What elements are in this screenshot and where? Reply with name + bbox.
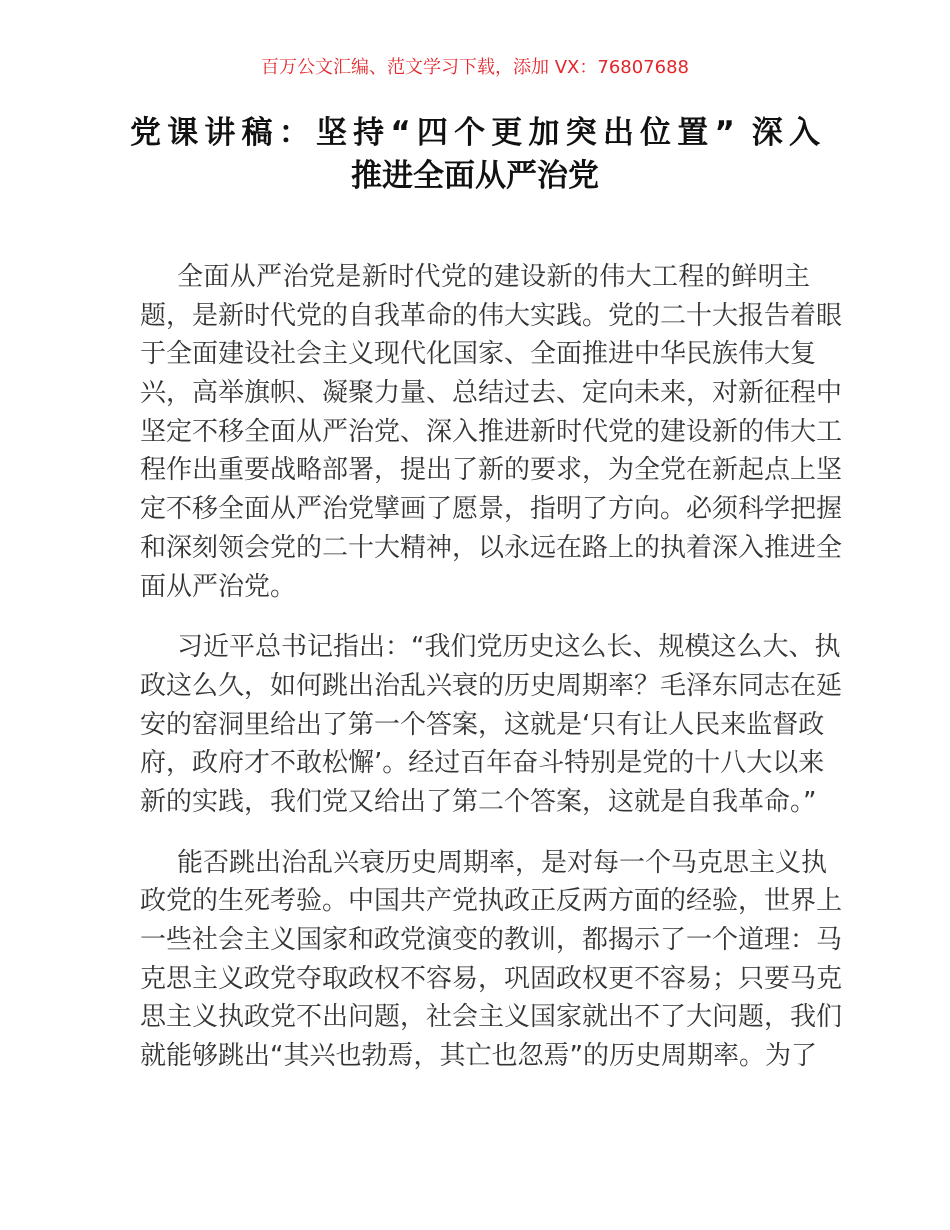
document-title <box>130 112 820 198</box>
paragraph-line: 程作出重要战略部署，提出了新的要求，为全党在新起点上坚 <box>140 455 843 486</box>
title-line-2: 推进全面从严治党 <box>351 158 599 194</box>
paragraph <box>140 258 843 606</box>
paragraph-line: 题，是新时代党的自我革命的伟大实践。党的二十大报告着眼 <box>140 300 843 331</box>
paragraph-line: 就能够跳出“其兴也勃焉，其亡也忽焉”的历史周期率。为了 <box>140 1041 817 1072</box>
paragraph-line: 习近平总书记指出：“我们党历史这么长、规模这么大、执 <box>177 632 841 663</box>
paragraph-line: 面从严治党。 <box>140 571 297 602</box>
paragraph-line: 克思主义政党夺取政权不容易，巩固政权更不容易；只要马克 <box>140 963 843 994</box>
paragraph-line: 于全面建设社会主义现代化国家、全面推进中华民族伟大复 <box>140 339 817 370</box>
paragraph-line: 全面从严治党是新时代党的建设新的伟大工程的鲜明主 <box>177 262 810 292</box>
paragraph-line: 政这么久，如何跳出治乱兴衰的历史周期率？毛泽东同志在延 <box>140 670 843 701</box>
document-body <box>140 258 843 1098</box>
paragraph-line: 府，政府才不敢松懈’。经过百年奋斗特别是党的十八大以来 <box>140 748 825 779</box>
paragraph-line: 安的窑洞里给出了第一个答案，这就是‘只有让人民来监督政 <box>140 709 825 740</box>
paragraph-line: 和深刻领会党的二十大精神，以永远在路上的执着深入推进全 <box>140 532 843 563</box>
paragraph-line: 思主义执政党不出问题，社会主义国家就出不了大问题，我们 <box>140 1002 843 1033</box>
paragraph-line: 一些社会主义国家和政党演变的教训，都揭示了一个道理：马 <box>140 925 843 955</box>
paragraph <box>140 628 843 821</box>
watermark-header: 百万公文汇编、范文学习下载，添加 VX：76807688 <box>261 57 689 78</box>
title-line-1: 党课讲稿：坚持“四个更加突出位置” 深入 <box>130 115 820 151</box>
paragraph-line: 政党的生死考验。中国共产党执政正反两方面的经验，世界上 <box>140 886 843 917</box>
paragraph-line: 坚定不移全面从严治党、深入推进新时代党的建设新的伟大工 <box>140 416 843 447</box>
paragraph-line: 兴，高举旗帜、凝聚力量、总结过去、定向未来，对新征程中 <box>140 378 843 409</box>
paragraph-line: 能否跳出治乱兴衰历史周期率，是对每一个马克思主义执 <box>177 847 828 878</box>
paragraph-line: 新的实践，我们党又给出了第二个答案，这就是自我革命。” <box>140 786 817 817</box>
paragraph-line: 定不移全面从严治党擘画了愿景，指明了方向。必须科学把握 <box>140 494 843 525</box>
paragraph <box>140 844 843 1076</box>
